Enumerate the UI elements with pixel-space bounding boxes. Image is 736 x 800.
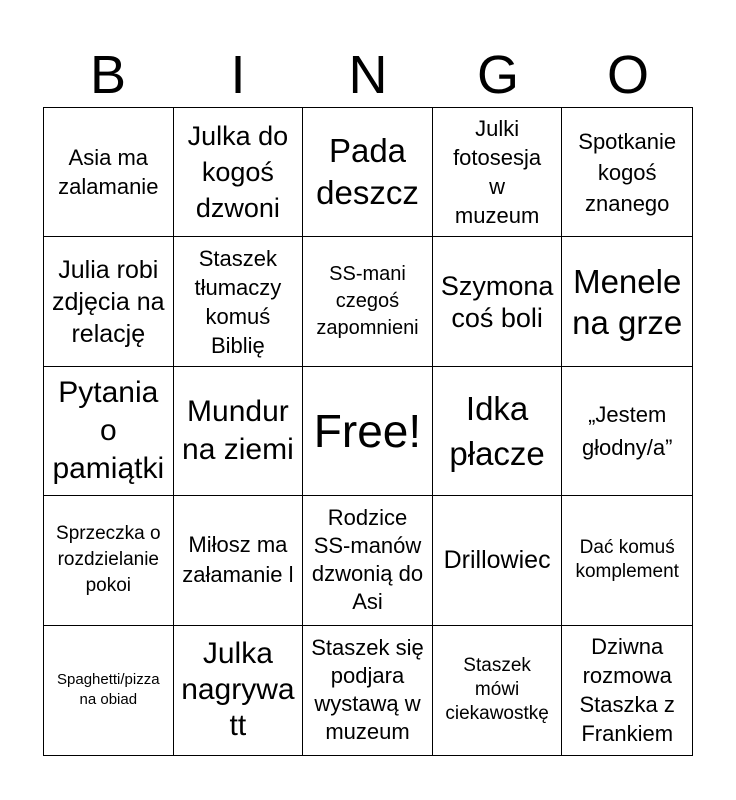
bingo-cell[interactable] — [303, 108, 433, 237]
bingo-cell[interactable] — [562, 496, 692, 625]
cell-text: Asia ma zalamanie — [58, 145, 159, 200]
cell-text: Pada deszcz — [316, 132, 419, 212]
bingo-cell[interactable] — [433, 626, 563, 755]
cell-text: Staszek tłumaczy komuś Biblię — [194, 245, 282, 358]
free-cell-text: Free! — [313, 404, 422, 457]
bingo-cell[interactable] — [303, 367, 433, 496]
bingo-cell[interactable] — [433, 367, 563, 496]
header-letter-g: G — [476, 45, 519, 105]
cell-text: Dać komuś komplement — [575, 537, 679, 583]
bingo-cell[interactable] — [562, 237, 692, 366]
cell-text: Menele na grze — [572, 262, 683, 341]
cell-text: Szymona coś boli — [440, 270, 554, 333]
cell-text: Julka do kogoś dzwoni — [187, 121, 289, 224]
cell-text: Mundur na ziemi — [182, 394, 294, 466]
bingo-cell[interactable] — [433, 496, 563, 625]
header-letter-b: B — [89, 45, 127, 105]
cell-text: Julia robi zdjęcia na relację — [52, 255, 165, 348]
cell-text: Julka nagrywa tt — [181, 637, 295, 743]
bingo-cell[interactable] — [562, 108, 692, 237]
bingo-cell[interactable] — [174, 108, 304, 237]
cell-text: Rodzice SS-manów dzwonią do Asi — [311, 505, 424, 615]
bingo-cell[interactable] — [562, 367, 692, 496]
cell-text: „Jestem głodny/a” — [581, 401, 673, 460]
bingo-cell[interactable] — [562, 626, 692, 755]
cell-text: Idka płacze — [449, 389, 545, 472]
cell-text: Drillowiec — [443, 546, 551, 575]
bingo-grid — [43, 107, 693, 756]
bingo-cell[interactable] — [433, 108, 563, 237]
cell-text: Pytania o pamiątki — [52, 375, 165, 485]
cell-text: Spotkanie kogoś znanego — [578, 128, 677, 216]
cell-text: Spaghetti/pizza na obiad — [57, 671, 160, 709]
bingo-cell[interactable] — [303, 237, 433, 366]
header-letter-o: O — [606, 45, 649, 105]
bingo-cell[interactable] — [44, 367, 174, 496]
cell-text: Staszek mówi ciekawostkę — [445, 655, 549, 725]
bingo-cell[interactable] — [303, 626, 433, 755]
cell-text: SS-mani czegoś zapomnieni — [316, 263, 419, 340]
bingo-cell[interactable] — [44, 496, 174, 625]
cell-text: Dziwna rozmowa Staszka z Frankiem — [579, 634, 675, 747]
bingo-cell[interactable] — [44, 237, 174, 366]
cell-text: Julki fotosesja w muzeum — [453, 116, 542, 229]
bingo-cell[interactable] — [174, 367, 304, 496]
cell-text: Staszek się podjara wystawą w muzeum — [311, 635, 424, 745]
bingo-cell[interactable] — [174, 496, 304, 625]
bingo-cell[interactable] — [44, 626, 174, 755]
bingo-cell[interactable] — [303, 496, 433, 625]
cell-text: Sprzeczka o rozdzielanie pokoi — [56, 523, 161, 597]
bingo-cell[interactable] — [433, 237, 563, 366]
bingo-cell[interactable] — [44, 108, 174, 237]
header-letter-n: N — [348, 45, 388, 105]
bingo-header — [43, 42, 693, 108]
header-letter-i: I — [230, 45, 246, 105]
cell-text: Miłosz ma załamanie l — [182, 532, 294, 588]
bingo-cell[interactable] — [174, 626, 304, 755]
bingo-cell[interactable] — [174, 237, 304, 366]
